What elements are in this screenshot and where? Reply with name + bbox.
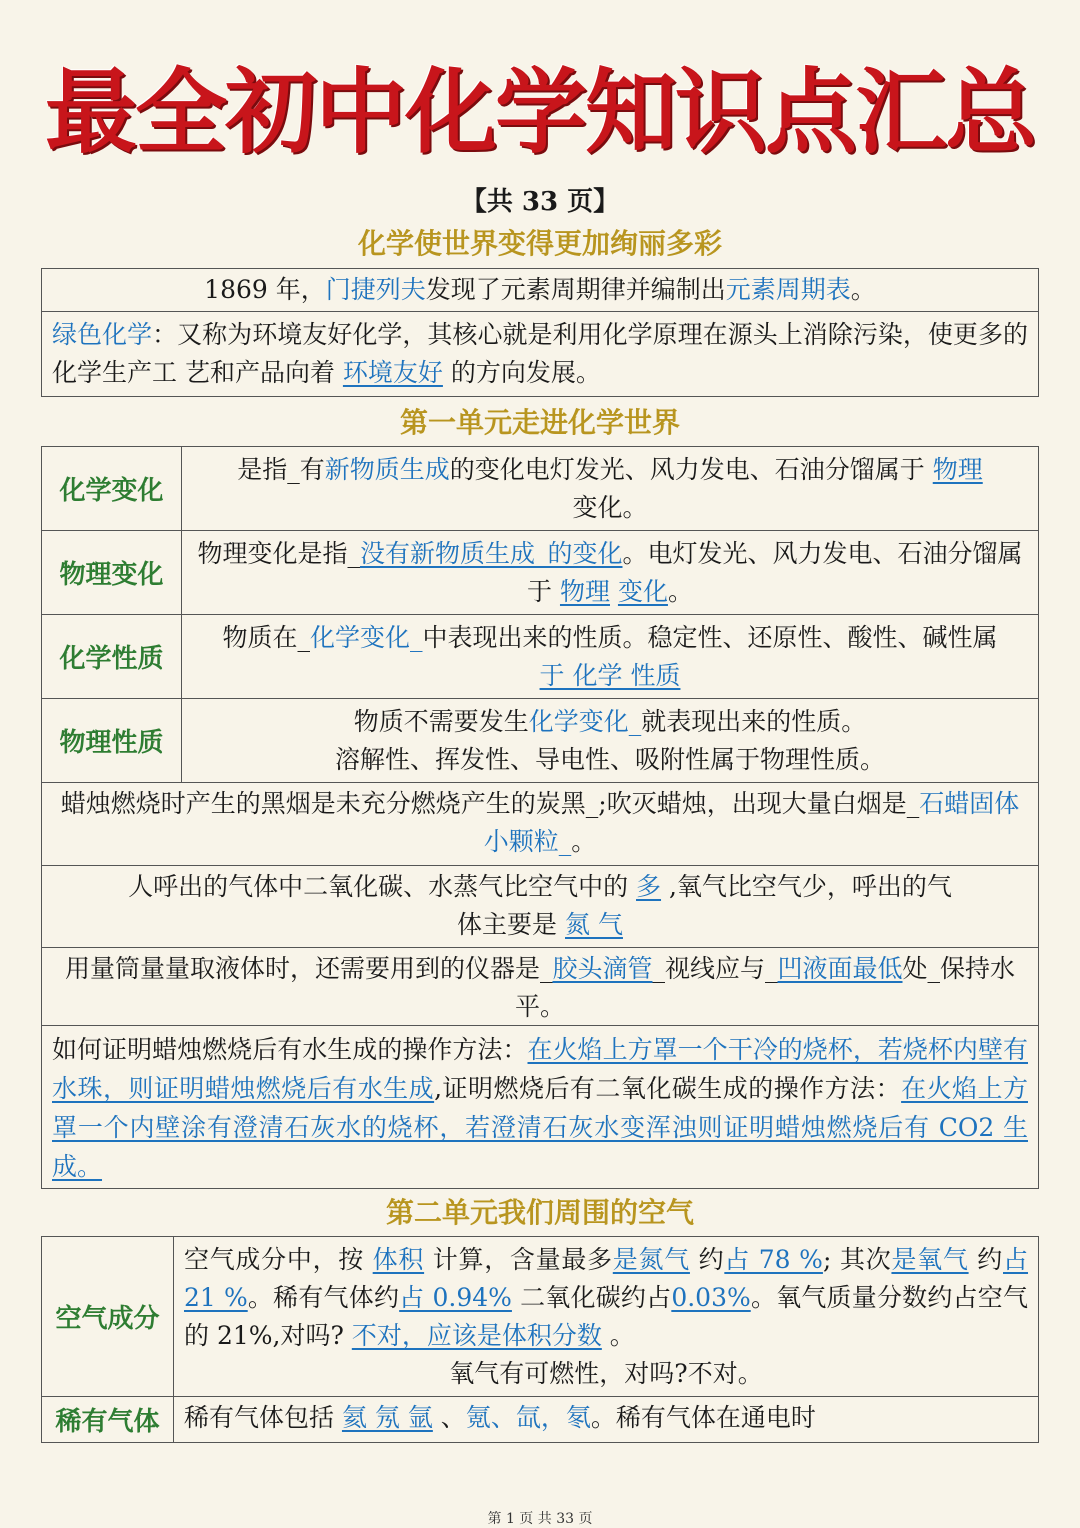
- answer: 不对，应该是体积分数: [351, 1321, 602, 1350]
- term-label: 稀有气体: [42, 1397, 174, 1442]
- text: ：又称为环境友好化学，其核心就是利用化学原理在源头上消除污染，使更多的化学生产工 艺和产品向着: [52, 320, 1028, 387]
- section-title-unit2: 第二单元我们周围的空气: [385, 1196, 694, 1229]
- term-desc: [174, 1237, 1038, 1396]
- text: 。: [850, 275, 876, 304]
- answer: 胶头滴管: [552, 954, 653, 983]
- answer: 物理: [932, 455, 983, 484]
- intro-box: [41, 268, 1039, 397]
- term-desc: [174, 1397, 1038, 1442]
- highlight-green-chemistry: 绿色化学: [52, 320, 153, 349]
- highlight-periodic-table: 元素周期表: [725, 275, 851, 304]
- answer: 体积: [372, 1245, 425, 1274]
- text: 的方向发展。: [442, 358, 601, 387]
- answer: 占 78 %: [724, 1245, 823, 1274]
- highlight: 新物质生成: [324, 455, 450, 484]
- text: 空气成分中，按: [184, 1245, 373, 1274]
- answer-env-friendly: 环境友好: [342, 358, 443, 387]
- term-desc: [182, 447, 1038, 530]
- text: 的变化电灯发光、风力发电、石油分馏属于: [449, 455, 933, 484]
- highlight: 石蜡固体小颗粒_: [483, 789, 1020, 856]
- answer: 氦 氖 氩: [341, 1403, 433, 1432]
- term-label: 空气成分: [42, 1237, 174, 1396]
- text: ,氧气比空气少，呼出的气: [661, 872, 952, 901]
- unit2-box: [41, 1236, 1039, 1443]
- text: 。稀有气体约: [247, 1283, 400, 1312]
- unit1-box: [41, 446, 1039, 1189]
- answer: 占 21 %: [184, 1245, 1029, 1312]
- answer: 占 0.94%: [399, 1283, 512, 1312]
- term-row: [42, 1237, 1038, 1397]
- text: 用量筒量量取液体时，还需要用到的仪器是_: [64, 954, 553, 983]
- text: 二氧化碳约占: [511, 1283, 672, 1312]
- text: 稀有气体包括: [184, 1403, 342, 1432]
- text: 计算，含量最多: [424, 1245, 613, 1274]
- text: 。稀有气体在通电时: [590, 1403, 816, 1432]
- text: 约: [689, 1245, 725, 1274]
- text: 氧气有可燃性，对吗?不对。: [449, 1359, 763, 1388]
- answer: 0.03%: [671, 1283, 751, 1312]
- answer: 多: [636, 872, 662, 901]
- highlight-mendeleev: 门捷列夫: [325, 275, 426, 304]
- text: 体主要是: [457, 910, 565, 939]
- text: 溶解性、挥发性、导电性、吸附性属于物理性质。: [334, 745, 885, 774]
- text: 发现了元素周期律并编制出: [425, 275, 726, 304]
- term-row: [42, 1397, 1038, 1442]
- intro-row-green-chemistry: [42, 312, 1038, 396]
- text: 、: [432, 1403, 466, 1432]
- candle-row: [42, 783, 1038, 866]
- term-row: [42, 615, 1038, 699]
- text: 就表现出来的性质。: [641, 707, 867, 736]
- highlight: 化学变化_: [309, 623, 423, 652]
- answer: 是氮气: [612, 1245, 690, 1274]
- term-desc: [182, 615, 1038, 698]
- section-title-intro: 化学使世界变得更加绚丽多彩: [357, 227, 722, 260]
- text: 人呼出的气体中二氧化碳、水蒸气比空气中的: [128, 872, 637, 901]
- text: 中表现出来的性质。稳定性、还原性、酸性、碱性属: [422, 623, 998, 652]
- intro-row-periodic: [42, 269, 1038, 312]
- answer: 于 化学 性质: [539, 661, 681, 690]
- highlight: 氪、氙，氡: [465, 1403, 591, 1432]
- section-title-unit1: 第一单元走进化学世界: [399, 406, 680, 439]
- term-row: [42, 531, 1038, 615]
- text: 物质不需要发生: [353, 707, 529, 736]
- text: 如何证明蜡烛燃烧后有水生成的操作方法：: [52, 1035, 528, 1064]
- proof-row: [42, 1026, 1038, 1188]
- text: 。: [571, 827, 597, 856]
- text: 。氧气质量分数约占空气的 21%,对吗?: [184, 1283, 1028, 1350]
- answer: 没有新物质生成_的变化: [359, 539, 623, 568]
- term-row: [42, 447, 1038, 531]
- answer: 凹液面最低: [777, 954, 903, 983]
- text: 蜡烛燃烧时产生的黑烟是未充分燃烧产生的炭黑_;吹灭蜡烛，出现大量白烟是_: [60, 789, 920, 818]
- text: 物理变化是指_: [197, 539, 360, 568]
- term-label: 化学变化: [42, 447, 182, 530]
- answer: 物理: [559, 577, 610, 606]
- text: 。: [667, 577, 693, 606]
- answer: 氮 气: [565, 910, 623, 939]
- term-label: 化学性质: [42, 615, 182, 698]
- term-label: 物理性质: [42, 699, 182, 782]
- answer: 是氧气: [891, 1245, 969, 1274]
- page-count: 【共 33 页】: [460, 187, 620, 217]
- breath-row: [42, 866, 1038, 948]
- term-row: [42, 699, 1038, 783]
- text: 。电灯发光、风力发电、石油分馏属于: [527, 539, 1023, 606]
- text: 。: [601, 1321, 635, 1350]
- text: ,证明燃烧后有二氧化碳生成的操作方法：: [434, 1074, 902, 1103]
- answer: 在火焰上方罩一个内壁涂有澄清石灰水的烧杯，若澄清石灰水变浑浊则证明蜡烛燃烧后有 CO2 生成。: [52, 1074, 1028, 1181]
- term-desc: [182, 531, 1038, 614]
- page-title: 最全初中化学知识点汇总: [44, 59, 1035, 166]
- text: _视线应与_: [652, 954, 778, 983]
- page-footer: 第 1 页 共 33 页: [487, 1511, 593, 1527]
- answer: 变化: [617, 577, 668, 606]
- text: 物质在_: [222, 623, 310, 652]
- text: 1869 年，: [204, 275, 326, 304]
- highlight: 化学变化_: [528, 707, 642, 736]
- cylinder-row: [42, 948, 1038, 1026]
- term-label: 物理变化: [42, 531, 182, 614]
- text: 约: [968, 1245, 1003, 1274]
- text: 处_保持水平。: [514, 954, 1016, 1021]
- text: 是指_有: [237, 455, 325, 484]
- answer: 在火焰上方罩一个干冷的烧杯，若烧杯内壁有水珠，则证明蜡烛燃烧后有水生成: [52, 1035, 1028, 1103]
- text: 变化。: [572, 493, 648, 522]
- text: ; 其次: [822, 1245, 892, 1274]
- term-desc: [182, 699, 1038, 782]
